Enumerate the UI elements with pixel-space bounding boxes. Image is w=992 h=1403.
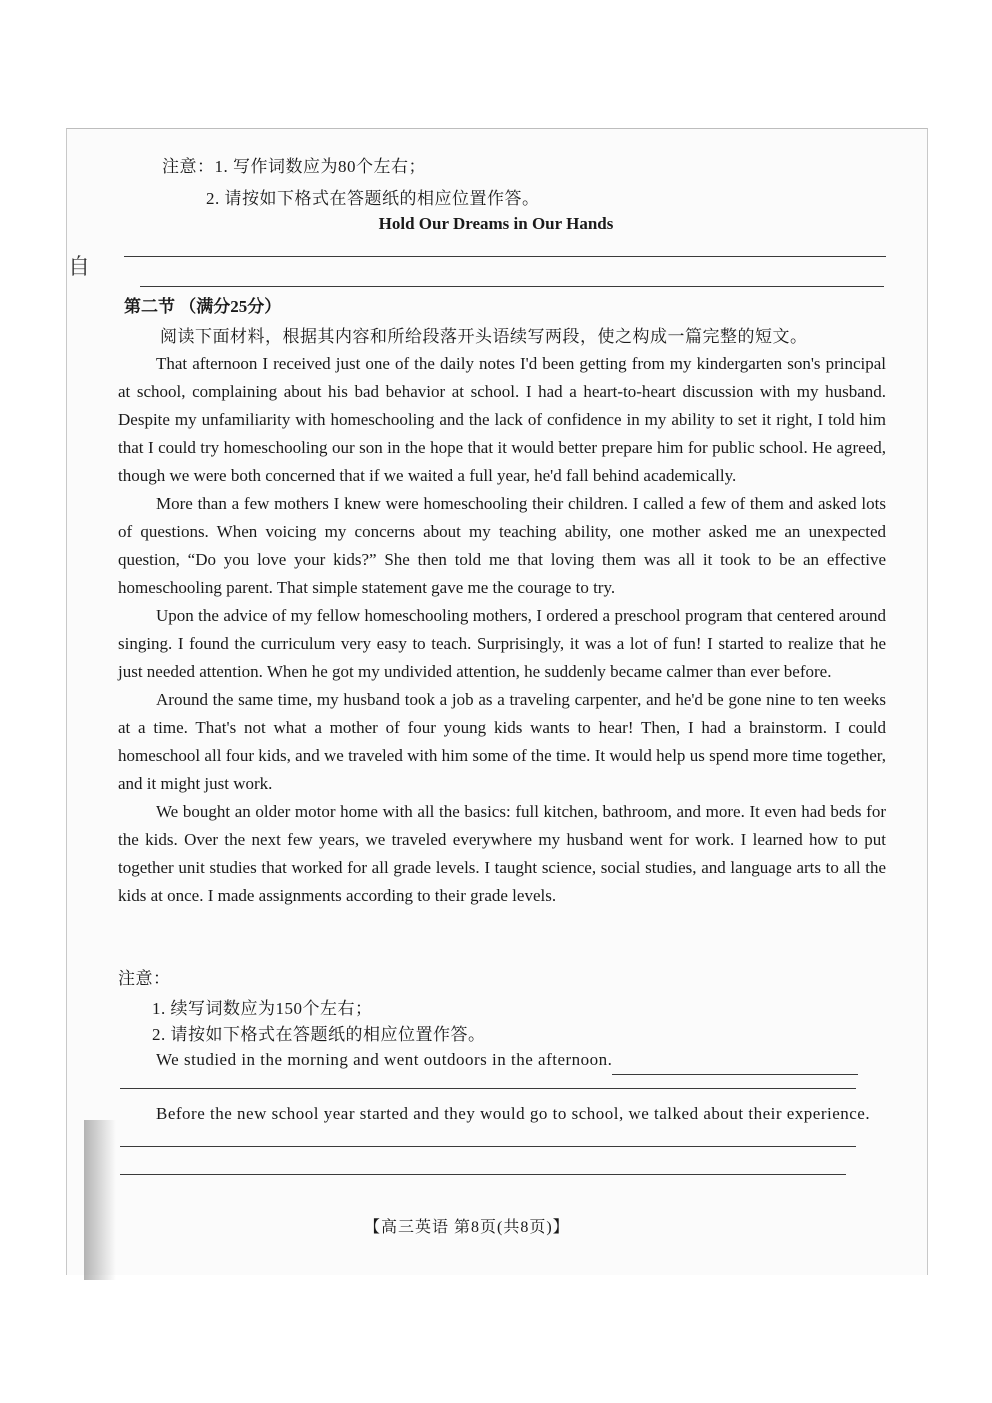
section2-note-1: 1. 续写词数应为150个左右；: [152, 999, 373, 1018]
part1-note-2: 2. 请按如下格式在答题纸的相应位置作答。: [206, 189, 540, 208]
section2-note-2: 2. 请按如下格式在答题纸的相应位置作答。: [152, 1025, 486, 1044]
section2-note-head: 注意：: [118, 969, 171, 988]
reading-passage: [118, 350, 886, 910]
starter-sentence-2: Before the new school year started and they would go to school, we talked about their experience.: [156, 1104, 871, 1123]
essay-title: Hold Our Dreams in Our Hands: [378, 214, 614, 233]
answer-line: [120, 1088, 856, 1089]
answer-line: [124, 256, 886, 257]
passage-paragraph-1: That afternoon I received just one of the daily notes I'd been getting from my kindergarten son's principal at school, complaining about his bad behavior at school. I had a heart-to-heart discussion with my husband. Despite my unfamiliarity with homeschooling and the lack of confidence in my ability to set it right, I told him that I could try homeschooling our son in the hope that it would better prepare him for public school. He agreed, though we were both concerned that if we waited a full year, he'd fall behind academically.: [118, 354, 886, 485]
answer-line: [120, 1174, 846, 1175]
section-instruction: 阅读下面材料，根据其内容和所给段落开头语续写两段，使之构成一篇完整的短文。: [160, 327, 808, 346]
answer-line: [612, 1074, 858, 1075]
answer-line: [140, 286, 884, 287]
answer-line: [120, 1146, 856, 1147]
page-footer: 【高三英语 第8页(共8页)】: [364, 1219, 570, 1236]
starter-sentence-1: We studied in the morning and went outdoors in the afternoon.: [156, 1050, 613, 1069]
section-heading: 第二节 （满分25分）: [124, 297, 282, 316]
passage-paragraph-5: We bought an older motor home with all the basics: full kitchen, bathroom, and more. It even had beds for the kids. Over the next few years, we traveled everywhere my husband went for work. I learned how to put together unit studies that worked for all grade levels. I taught science, social studies, and language arts to all the kids at once. I made assignments according to their grade levels.: [118, 802, 886, 905]
passage-paragraph-3: Upon the advice of my fellow homeschooling mothers, I ordered a preschool program that centered around singing. I found the curriculum very easy to teach. Surprisingly, it was a lot of fun! I started to realize that he just needed attention. When he got my undivided attention, he suddenly became calmer than ever before.: [118, 606, 886, 681]
margin-mark: 自: [68, 254, 91, 279]
passage-paragraph-2: More than a few mothers I knew were homeschooling their children. I called a few of them and asked lots of questions. When voicing my concerns about my teaching ability, one mother asked me an unexpected question, “Do you love your kids?” She then told me that loving them was all it took to be an effective homeschooling parent. That simple statement gave me the courage to try.: [118, 494, 886, 597]
part1-note-head: 注意：1. 写作词数应为80个左右；: [162, 157, 426, 176]
passage-paragraph-4: Around the same time, my husband took a job as a traveling carpenter, and he'd be gone nine to ten weeks at a time. That's not what a mother of four young kids wants to hear! Then, I had a brainstorm. I could homeschool all four kids, and we traveled with him some of the time. It would help us spend more time together, and it might just work.: [118, 690, 886, 793]
scan-shadow: [84, 1120, 116, 1280]
